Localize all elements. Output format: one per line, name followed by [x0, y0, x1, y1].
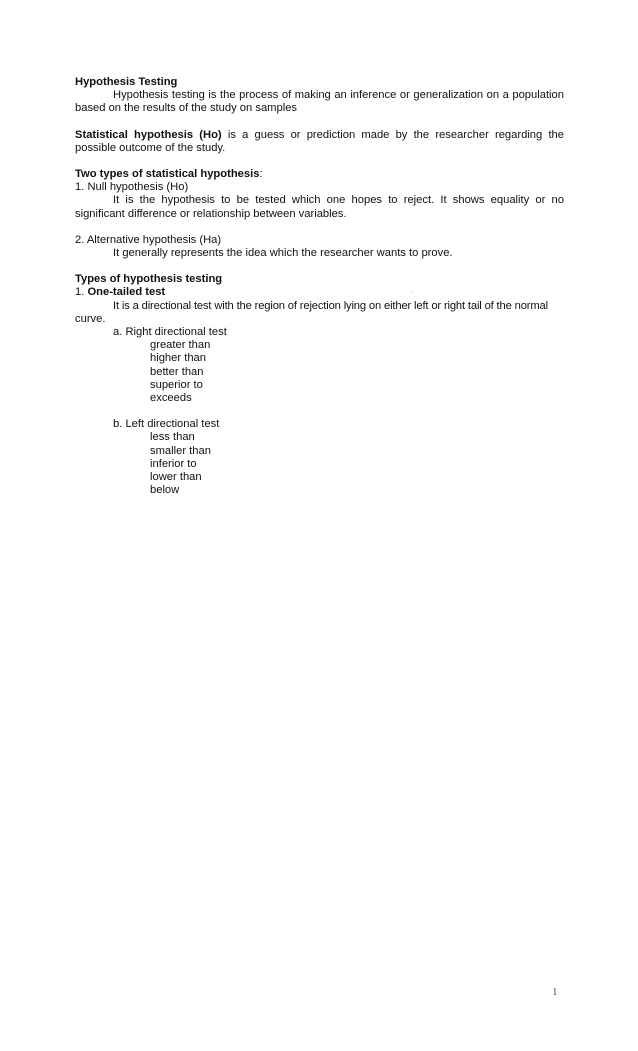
list-item: below — [150, 484, 180, 497]
left-directional-label: b. Left directional test — [113, 418, 220, 431]
one-tailed-line-2: curve. — [75, 312, 106, 325]
spacer — [75, 260, 564, 273]
spacer — [75, 405, 564, 418]
list-item: smaller than — [150, 444, 211, 457]
one-tailed-title: One-tailed test — [87, 286, 166, 299]
statistical-hypothesis-para — [75, 129, 564, 142]
intro-line-1: Hypothesis testing is the process of making an inference or generalization on a population — [113, 89, 564, 102]
list-item: lower than — [150, 471, 202, 484]
list-item: less than — [150, 431, 195, 444]
statistical-hypothesis-term: Statistical hypothesis (Ho) — [75, 128, 222, 141]
list-item: exceeds — [150, 392, 192, 405]
one-tailed-heading — [75, 286, 564, 299]
spacer — [75, 116, 564, 129]
list-item: greater than — [150, 339, 211, 352]
two-types-heading-text: Two types of statistical hypothesis — [75, 168, 260, 181]
page-number: 1 — [552, 986, 558, 998]
one-tailed-number: 1. — [75, 286, 88, 299]
spacer — [75, 221, 564, 234]
list-item: superior to — [150, 378, 203, 391]
spacer — [75, 155, 564, 168]
one-tailed-line-1: It is a directional test with the region of rejection lying on either left or right tail of the normal — [113, 299, 548, 312]
list-item: higher than — [150, 352, 206, 365]
statistical-hypothesis-text: is a guess or prediction made by the researcher regarding the — [221, 128, 564, 141]
list-item: inferior to — [150, 457, 197, 470]
stray-mark — [412, 291, 413, 292]
document-page — [75, 76, 564, 497]
list-item: better than — [150, 365, 204, 378]
null-hypothesis-label: 1. Null hypothesis (Ho) — [75, 181, 189, 194]
null-hypothesis-line-1: It is the hypothesis to be tested which one hopes to reject. It shows equality or no — [113, 194, 564, 207]
right-terms-list — [75, 339, 564, 405]
statistical-hypothesis-line-2: possible outcome of the study. — [75, 141, 226, 154]
types-of-testing-heading: Types of hypothesis testing — [75, 273, 223, 286]
intro-line-2: based on the results of the study on samples — [75, 102, 298, 115]
alternative-hypothesis-desc: It generally represents the idea which the researcher wants to prove. — [113, 247, 453, 260]
two-types-colon: : — [259, 168, 263, 181]
left-terms-list — [75, 431, 564, 497]
alternative-hypothesis-label: 2. Alternative hypothesis (Ha) — [75, 233, 222, 246]
page-title: Hypothesis Testing — [75, 76, 178, 88]
two-types-heading — [75, 168, 564, 181]
null-hypothesis-line-2: significant difference or relationship between variables. — [75, 207, 347, 220]
right-directional-label: a. Right directional test — [113, 326, 227, 339]
